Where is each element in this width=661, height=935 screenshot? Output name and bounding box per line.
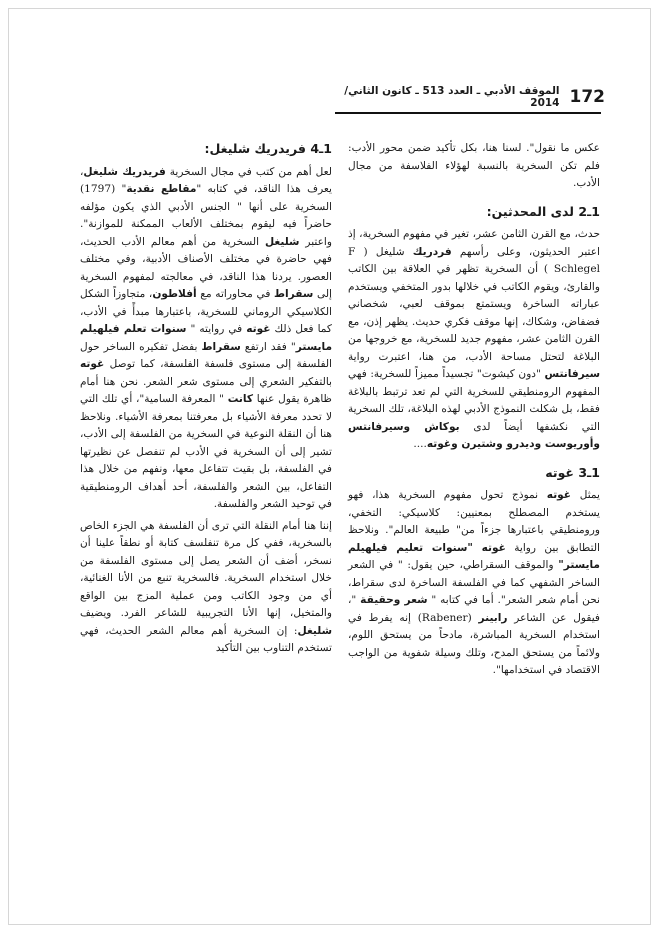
name-plato: أفلاطون xyxy=(152,288,197,300)
text-span: في روايته " xyxy=(186,323,247,335)
text-span: حدث، مع القرن الثامن عشر، تغير في مفهوم السخرية، إذ اعتبر الحديثون، وعلى رأسهم xyxy=(348,228,600,258)
left-column xyxy=(80,140,332,662)
text-span: .... xyxy=(413,438,427,450)
section-heading-moderns: 1ـ2 لدى المحدثين: xyxy=(486,203,600,219)
text-span: ، متجاوزاً الشكل الكلاسيكي الروماني للسخرية، باعتبارها مبدأً في الأدب، كما فعل ذلك xyxy=(80,288,332,335)
name-goethe: غوته xyxy=(80,358,105,370)
names-list: بوكاش وسيرفانتس وأوريوست وديدرو وشتيرن وغوته xyxy=(348,420,600,450)
page-number: 172 xyxy=(569,87,605,107)
text-span: ) أن السخرية تظهر في العلاقة بين الكاتب والقارئ، ويقوم الكاتب في خلالها بدور المتخفي ويستخدم عباراته الساخرة ويستمتع بموقف لعبي، شخصاني فضفاض، وشكاك، إنها موقف فكري حديث. يظهر إذن، مع القرن الثامن عشر، مفهوم جديد للسخرية، مع خروجها من البلاغة لتحتل مساحة الأدب، من هنا، اعتبرت رواية xyxy=(348,263,600,363)
name-kant: كانت xyxy=(227,393,254,405)
text-span: : إن السخرية أهم معالم الشعر الحديث، فهي تستخدم التناوب بين التأكيد xyxy=(80,624,332,654)
name-goethe: غوته xyxy=(546,489,572,501)
schlegel-paragraph-2 xyxy=(80,518,332,658)
text-span: "، فيقول عن الشاعر xyxy=(348,594,600,624)
book-title: مقاطع نقدية xyxy=(126,183,197,195)
name-schlegel: شليغل xyxy=(264,235,300,248)
novel-title: سنوات تعلم فيلهيلم مايستر xyxy=(80,323,333,353)
running-title: الموقف الأدبي ـ العدد 513 ـ كانون الثاني/ 2014 xyxy=(344,85,560,109)
book-title: شعر وحقيقة xyxy=(360,594,428,606)
text-span: (Rabener) إنه يفرط في استخدام السخرية المباشرة، مادحاً من يستحق اللوم، ولائماً من يستحق المدح، وتلك وسيلة شفوية من الواجب الاقتصاد في استخدامها". xyxy=(348,611,600,676)
text-span: السخرية من أهم معالم الأدب الحديث، فهي حاضرة في مختلف الأصناف الأدبية، وفي مختلف العصور. يردنا هذا الناقد، في معالجته لمفهوم السخرية إلى xyxy=(80,235,332,300)
text-span: إننا هنا أمام النقلة التي ترى أن الفلسفة هي الجزء الخاص بالسخرية، ففي كل مرة تنفلسف كتابة أو نطقاً علينا أن نسخر، أضف أن الشعر يصل إلى مستوى الفلسفة من خلال استخدام السخرية. فالسخرية تنبع من الأنا الغنائية، أي من وجود الكاتب ومن عملية المزج بين الواقع والمتخيل، إنها الأنا التجريبية للشاعر الفرد. ويضيف xyxy=(80,519,332,619)
text-span: " المعرفة السامية"، أي تلك التي لا تحدد معرفة الأشياء بل معرفتنا بمعرفة الأشياء. ونلاحظ هنا أن النقلة النوعية في السخرية من الفلسفة إلى الأدب، تشير إلى أن السخرية في الأدب لم تنفصل عن نظيرتها في الفلسفة، بل بقيت تتفاعل معها، ونفهم من خلال هذا التفاعل، بين الشعر والفلسفة، أحد أهداف الرومنطيقية في توحيد الشعر والفلسفة. xyxy=(80,393,332,510)
goethe-paragraph xyxy=(348,487,600,680)
text-span: " (1797) السخرية على أنها " الجنس الأدبي الذي يكون مؤلفه حاضراً فيه ليقوم بمختلف الألعاب الممكنة للموازنة". واعتبر xyxy=(80,183,332,248)
text-span: " فقد ارتفع xyxy=(240,340,296,353)
name-goethe: غوته xyxy=(246,323,271,335)
section-heading-schlegel: 1ـ4 فريدريك شليغل: xyxy=(204,141,332,156)
name-schlegel: فريدريك شليغل xyxy=(83,165,166,178)
latin-name: F Schlegel xyxy=(348,245,600,275)
name-schlegel: شليغل xyxy=(297,624,332,637)
text-span: شليغل ( xyxy=(355,245,413,258)
text-span: بالتفكير الشعري إلى مستوى شعر الشعر. نحن هنا أمام ظاهرة يقول عنها xyxy=(80,375,332,405)
text-span: بفضل تفكيره الساخر حول الفلسفة إلى مستوى فلسفة الفلسفة، كما توصل xyxy=(80,340,332,370)
text-span: والموقف السقراطي، حين يقول: " في الشعر الساخر الشفهي كما في الفلسفة الساخرة لدى سقراط، نحن أمام شعر الشعر". أما في كتابه " xyxy=(348,559,600,606)
moderns-paragraph xyxy=(348,226,600,454)
text-span: "دون كيشوت" تجسيداً مميزاً للسخرية: فهي المفهوم الرومنطيقي للسخرية التي لم تعد ترتبط بالبلاغة فقط، بل شكلت النموذج الأدبي لهذه البلاغة، تلك السخرية التي نكشفها أيضاً لدى xyxy=(348,368,600,433)
text-span: نموذج تحول مفهوم السخرية هذا، فهو يستخدم المصطلح بمعنيين: كلاسيكي: التخفي، ورومنطيقي باعتبارها جزءاً من" طبيعة العالم". ونلاحظ التطابق بين رواية xyxy=(348,489,600,554)
name-rabener: رابينر xyxy=(478,611,508,624)
name-socrates: سقراط xyxy=(274,288,314,300)
intro-paragraph: عكس ما نقول". لسنا هنا، بكل تأكيد ضمن محور الأدب: فلم تكن السخرية بالنسبة لهؤلاء الفلاسفة من مجال الأدب. xyxy=(348,142,600,189)
text-span: في محاوراته مع xyxy=(196,288,275,300)
page-header xyxy=(330,82,605,112)
text-span: لعل أهم من كتب في مجال السخرية xyxy=(165,165,332,178)
right-column xyxy=(348,140,600,684)
section-heading-goethe: 1ـ3 غوته xyxy=(545,464,600,480)
novel-title: غوته "سنوات تعليم فيلهيلم مايستر" xyxy=(348,541,600,571)
name-friedrich: فردريك xyxy=(412,245,452,258)
text-span: يمثل xyxy=(571,489,600,501)
name-cervantes: سيرفانتس xyxy=(544,368,600,380)
header-rule xyxy=(335,112,601,114)
schlegel-paragraph-1 xyxy=(80,164,332,514)
text-span: ، يعرف هذا الناقد، في كتابه " xyxy=(80,165,332,195)
name-socrates: سقراط xyxy=(201,340,241,353)
